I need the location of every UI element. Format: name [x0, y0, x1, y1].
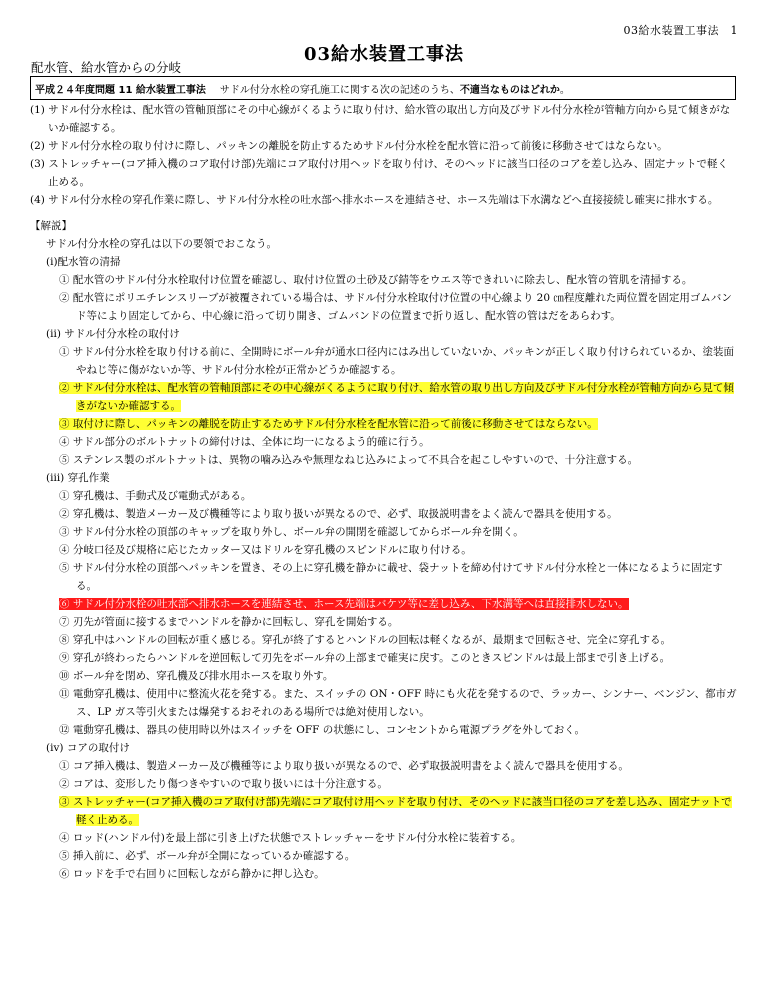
option-4: (4) サドル付分水栓の穿孔作業に際し、サドル付分水栓の吐水部へ排水ホースを連結させ、ホース先端は下水溝などへ直接接続し確実に排水する。 [30, 194, 719, 206]
list-item: ② コアは、変形したり傷つきやすいので取り扱いには十分注意する。 [59, 778, 388, 790]
list-item: ④ サドル部分のボルトナットの締付けは、全体に均一になるよう的確に行う。 [59, 436, 430, 448]
list-item-highlighted [30, 415, 738, 433]
option-3: (3) ストレッチャー(コア挿入機のコア取付け部)先端にコア取付け用ヘッドを取り付け、そのヘッドに該当口径のコアを差し込み、固定ナットで軽く止める。 [30, 158, 728, 188]
list-item: ② 配水管にポリエチレンスリーブが被覆されている場合は、サドル付分水栓取付け位置の中心線より 20 ㎝程度離れた両位置を固定用ゴムバンド等により固定してから、中心線に沿って切り開き、ゴムバンドの位置まで折り返し、配水管の管はだをあらわす。 [59, 292, 732, 322]
document-title: 03給水装置工事法 [303, 44, 465, 65]
list-item: ④ 分岐口径及び規格に応じたカッター又はドリルを穿孔機のスピンドルに取り付ける。 [59, 544, 472, 556]
yellow-highlight: ③ ストレッチャー(コア挿入機のコア取付け部)先端にコア取付け用ヘッドを取り付け、そのヘッドに該当口径のコアを差し込み、固定ナットで軽く止める。 [59, 796, 732, 826]
subsection-title: (ⅳ) コアの取付け [46, 742, 130, 754]
list-item: ① コア挿入機は、製造メーカー及び機種等により取り扱いが異なるので、必ず取扱説明書をよく読んで器具を使用する。 [59, 760, 629, 772]
yellow-highlight: ② サドル付分水栓は、配水管の管軸頂部にその中心線がくるように取り付け、給水管の取り出し方向及びサドル付分水栓が管軸方向から見て傾きがないか確認する。 [59, 382, 734, 412]
question-prompt: サドル付分水栓の穿孔施工に関する次の記述のうち、不適当なものはどれか。 [219, 84, 570, 96]
list-item: ⑤ 挿入前に、必ず、ボール弁が全開になっているか確認する。 [59, 850, 356, 862]
section-heading: 配水管、給水管からの分岐 [31, 60, 182, 75]
subsection-title: (ⅱ) サドル付分水栓の取付け [46, 328, 180, 340]
list-item: ⑤ サドル付分水栓の頂部へパッキンを置き、その上に穿孔機を静かに載せ、袋ナットを締め付けてサドル付分水栓と一体になるように固定する。 [59, 562, 723, 592]
option-1: (1) サドル付分水栓は、配水管の管軸頂部にその中心線がくるように取り付け、給水管の取出し方向及びサドル付分水栓が管軸方向から見て傾きがないか確認する。 [30, 104, 731, 134]
list-item: ⑪ 電動穿孔機は、使用中に整流火花を発する。また、スイッチの ON・OFF 時にも火花を発するので、ラッカー、シンナー、ベンジン、都市ガス、LP ガス等引火または爆発するおそれのある場所では絶対使用しない。 [59, 688, 737, 718]
list-item-highlighted [30, 793, 738, 829]
list-item: ⑧ 穿孔中はハンドルの回転が重く感じる。穿孔が終了するとハンドルの回転は軽くなるが、最期まで回転させ、完全に穿孔する。 [59, 634, 672, 646]
explanation-intro: サドル付分水栓の穿孔は以下の要領でおこなう。 [46, 238, 277, 250]
list-item: ① 穿孔機は、手動式及び電動式がある。 [59, 490, 252, 502]
yellow-highlight: ③ 取付けに際し、パッキンの離脱を防止するためサドル付分水栓を配水管に沿って前後に移動させてはならない。 [59, 418, 598, 430]
list-item-highlighted [30, 595, 738, 613]
list-item: ① サドル付分水栓を取り付ける前に、全開時にボール弁が通水口径内にはみ出していないか、パッキンが正しく取り付けられているか、塗装面やねじ等に傷がないか等、サドル付分水栓が正常かどうか確認する。 [59, 346, 735, 376]
list-item: ① 配水管のサドル付分水栓取付け位置を確認し、取付け位置の土砂及び錆等をウエス等できれいに除去し、配水管の管肌を清掃する。 [59, 274, 693, 286]
list-item: ③ サドル付分水栓の頂部のキャップを取り外し、ボール弁の開閉を確認してからボール弁を開く。 [59, 526, 524, 538]
list-item: ⑥ ロッドを手で右回りに回転しながら静かに押し込む。 [59, 868, 325, 880]
red-highlight: ⑥ サドル付分水栓の吐水部へ排水ホースを連結させ、ホース先端はバケツ等に差し込み、下水溝等へは直接排水しない。 [59, 598, 629, 610]
question-box [30, 76, 736, 100]
explanation-heading: 【解説】 [30, 220, 72, 232]
option-2: (2) サドル付分水栓の取り付けに際し、パッキンの離脱を防止するためサドル付分水栓を配水管に沿って前後に移動させてはならない。 [30, 140, 668, 152]
list-item: ④ ロッド(ハンドル付)を最上部に引き上げた状態でストレッチャーをサドル付分水栓に装着する。 [59, 832, 522, 844]
list-item: ⑤ ステンレス製のボルトナットは、異物の噛み込みや無理なねじ込みによって不具合を起こしやすいので、十分注意する。 [59, 454, 639, 466]
list-item-highlighted [30, 379, 738, 415]
question-emphasis: 不適当なものはどれか [459, 84, 560, 96]
question-id: 平成２４年度問題 11 給水装置工事法 [35, 84, 206, 96]
subsection-title: (ⅰ)配水管の清掃 [46, 256, 121, 268]
list-item: ⑩ ボール弁を閉め、穿孔機及び排水用ホースを取り外す。 [59, 670, 334, 682]
list-item: ⑫ 電動穿孔機は、器具の使用時以外はスイッチを OFF の状態にし、コンセントから電源プラグを外しておく。 [59, 724, 586, 736]
document-body [30, 101, 738, 994]
subsection-title: (ⅲ) 穿孔作業 [46, 472, 110, 484]
list-item: ⑦ 刃先が管面に接するまでハンドルを静かに回転し、穿孔を開始する。 [59, 616, 399, 628]
running-header: 03給水装置工事法 1 [623, 24, 738, 37]
list-item: ② 穿孔機は、製造メーカー及び機種等により取り扱いが異なるので、必ず、取扱説明書をよく読んで器具を使用する。 [59, 508, 618, 520]
list-item: ⑨ 穿孔が終わったらハンドルを逆回転して刃先をボール弁の上部まで確実に戻す。このときスピンドルは最上部まで引き上げる。 [59, 652, 671, 664]
